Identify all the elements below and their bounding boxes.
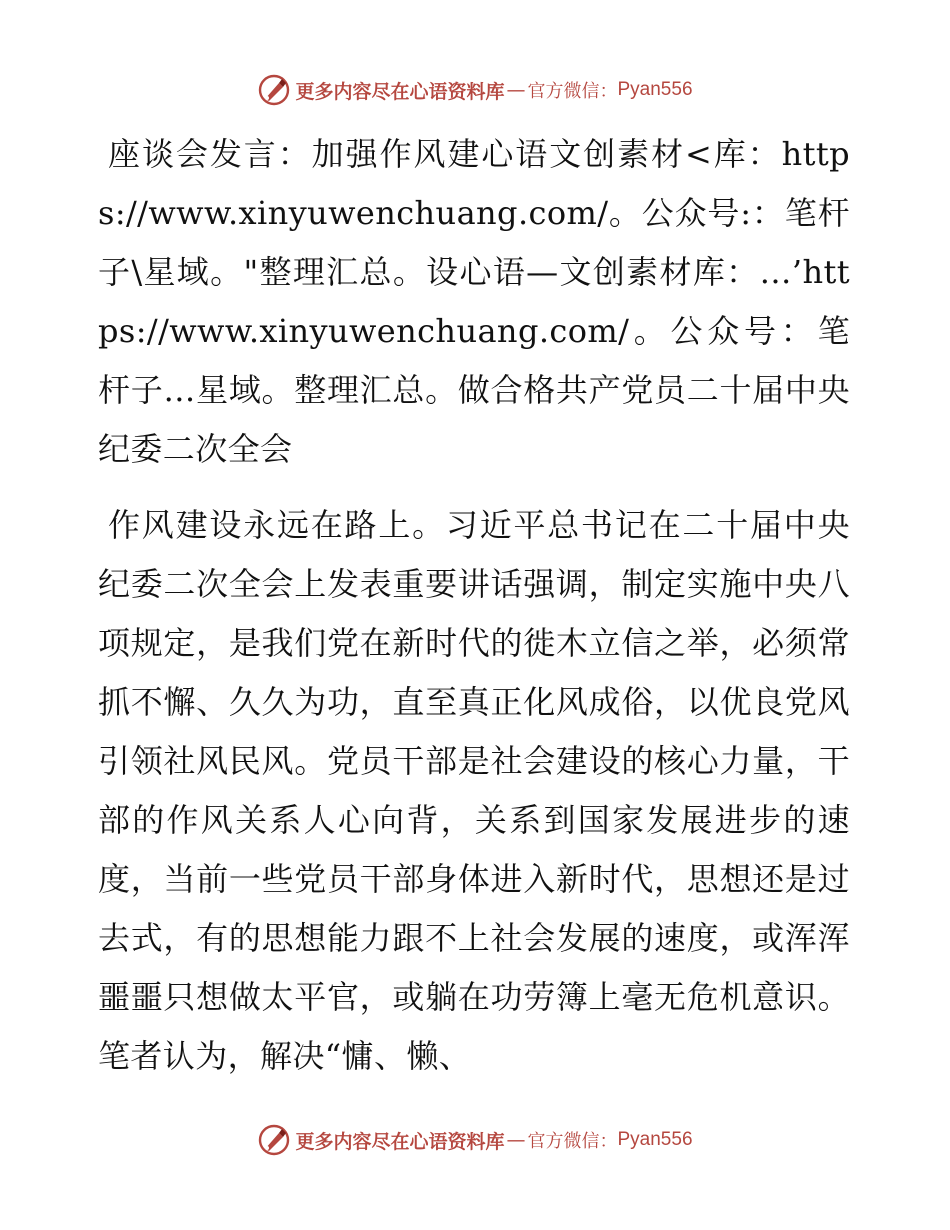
document-body — [98, 125, 850, 1086]
footer-watermark — [0, 1122, 950, 1158]
pen-logo-icon — [257, 73, 291, 107]
watermark-wechat-id: Pyan556 — [617, 1129, 693, 1150]
watermark-wechat-id: Pyan556 — [617, 79, 693, 100]
watermark-wechat-label: 官方微信： — [527, 81, 618, 102]
paragraph-heading: 座谈会发言：加强作风建心语文创素材<库：https://www.xinyuwenchuang.com/。公众号:：笔杆子\星域。"整理汇总。设心语—文创素材库：…’https://www.xinyuwenchuang.com/。公众号：笔杆子…星域。整理汇总。做合格共产党员二十届中央纪委二次全会 — [98, 135, 850, 468]
watermark-dash: — — [506, 79, 526, 101]
watermark-main-text: 更多内容尽在心语资料库 — [295, 1130, 505, 1153]
pen-logo-icon — [257, 1123, 291, 1157]
paragraph-body: 作风建设永远在路上。习近平总书记在二十届中央纪委二次全会上发表重要讲话强调，制定实施中央八项规定，是我们党在新时代的徙木立信之举，必须常抓不懈、久久为功，直至真正化风成俗，以优良党风引领社风民风。党员干部是社会建设的核心力量，干部的作风关系人心向背，关系到国家发展进步的速度，当前一些党员干部身体进入新时代，思想还是过去式，有的思想能力跟不上社会发展的速度，或浑浑噩噩只想做太平官，或躺在功劳簿上毫无危机意识。笔者认为，解决“慵、懒、 — [98, 506, 850, 1075]
watermark-wechat-label: 官方微信： — [527, 1131, 618, 1152]
watermark-main-text: 更多内容尽在心语资料库 — [295, 80, 505, 103]
watermark-dash: — — [506, 1129, 526, 1151]
header-watermark — [0, 72, 950, 108]
